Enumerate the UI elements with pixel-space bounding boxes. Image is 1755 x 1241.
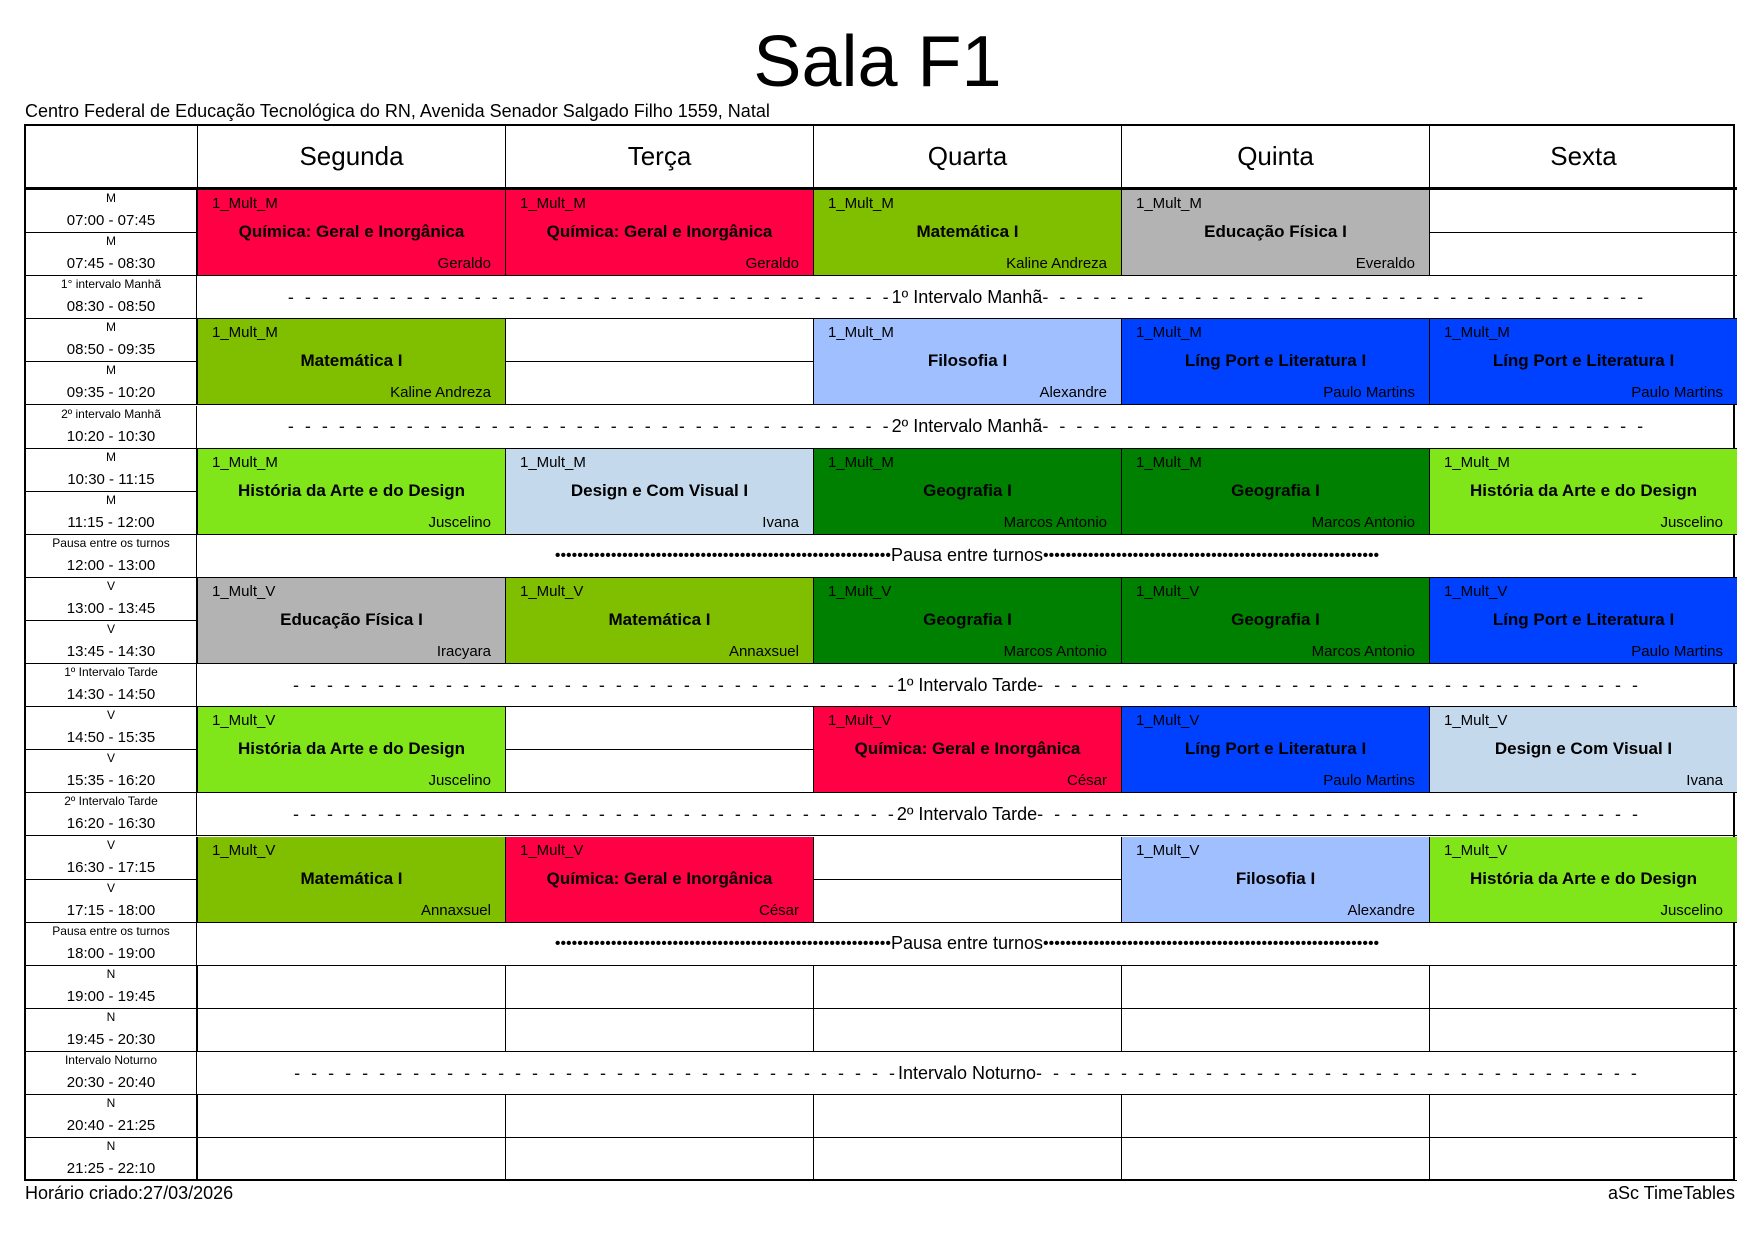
time-slot [26, 1095, 197, 1138]
break-label: 1º Intervalo Manhã [891, 286, 1043, 307]
time-slot [26, 578, 197, 621]
timetable-grid [24, 124, 1735, 1181]
empty-slot[interactable] [1121, 966, 1429, 1009]
lesson-group: 1_Mult_M [1136, 195, 1202, 212]
empty-slot[interactable] [1429, 233, 1737, 276]
institution-address: Centro Federal de Educação Tecnológica do RN, Avenida Senador Salgado Filho 1559, Natal [25, 101, 770, 121]
empty-slot[interactable] [505, 1138, 813, 1181]
lesson-card[interactable] [1429, 449, 1737, 535]
lesson-group: 1_Mult_M [1444, 324, 1510, 342]
lesson-subject: Matemática I [608, 609, 711, 629]
lesson-subject: Design e Com Visual I [570, 480, 749, 500]
lesson-group: 1_Mult_V [212, 712, 276, 730]
empty-slot[interactable] [505, 1009, 813, 1052]
time-slot-range: 13:00 - 13:45 [66, 599, 156, 617]
time-slot [26, 276, 197, 319]
lesson-group: 1_Mult_V [520, 841, 584, 859]
day-header-4: Sexta [1429, 126, 1737, 190]
time-slot [26, 492, 197, 535]
lesson-card[interactable] [1121, 319, 1429, 405]
time-slot [26, 449, 197, 492]
lesson-group: 1_Mult_V [828, 712, 892, 730]
time-slot-label: M [106, 191, 116, 205]
lesson-teacher: Juscelino [428, 772, 491, 790]
lesson-teacher: Alexandre [1039, 384, 1107, 402]
time-slot-range: 10:20 - 10:30 [66, 427, 156, 445]
empty-slot[interactable] [813, 1009, 1121, 1052]
empty-slot[interactable] [505, 966, 813, 1009]
empty-slot[interactable] [505, 319, 813, 362]
lesson-group: 1_Mult_V [212, 841, 276, 859]
time-slot-label: N [106, 966, 116, 981]
lesson-card[interactable] [1429, 319, 1737, 405]
lesson-teacher: Geraldo [745, 255, 799, 273]
lesson-card[interactable] [505, 578, 813, 664]
time-slot-range: 07:45 - 08:30 [66, 255, 156, 273]
software-credit: aSc TimeTables [1607, 1183, 1735, 1203]
break-row: - - - - - - - - - - - - - - - - - - - - - - - - - - - - - - - - - - - - 1º Intervalo Manhã - - - - - - - - - - - - - - - - - - - - - - - - - - - - - - - - - - - - [197, 276, 1737, 319]
time-slot [26, 1052, 197, 1095]
empty-slot[interactable] [505, 1095, 813, 1138]
lesson-card[interactable] [813, 319, 1121, 405]
lesson-card[interactable] [1121, 449, 1429, 535]
time-slot [26, 190, 197, 233]
day-header-1: Terça [505, 126, 813, 190]
lesson-subject: História da Arte e do Design [237, 480, 466, 500]
lesson-card[interactable] [505, 449, 813, 535]
time-slot-range: 21:25 - 22:10 [66, 1160, 156, 1178]
time-slot-label: M [106, 234, 116, 249]
lesson-subject: Matemática I [300, 351, 403, 371]
time-slot [26, 233, 197, 276]
lesson-subject: Geografia I [1231, 480, 1320, 500]
time-slot-label: V [106, 880, 115, 895]
time-slot-range: 17:15 - 18:00 [66, 901, 156, 919]
lesson-subject: História da Arte e do Design [1469, 480, 1698, 500]
lesson-group: 1_Mult_M [520, 453, 586, 471]
time-slot-label: Pausa entre os turnos [52, 535, 170, 550]
time-slot-label: N [106, 1139, 116, 1154]
lesson-teacher: Paulo Martins [1323, 384, 1415, 402]
empty-slot[interactable] [1429, 1009, 1737, 1052]
lesson-group: 1_Mult_V [828, 582, 892, 600]
time-slot-label: V [106, 578, 115, 593]
lesson-group: 1_Mult_M [520, 195, 586, 212]
time-slot-label: 1º Intervalo Tarde [64, 665, 158, 680]
lesson-group: 1_Mult_V [212, 582, 276, 600]
break-label: Pausa entre turnos [890, 545, 1044, 566]
day-header-2: Quarta [813, 126, 1121, 190]
lesson-subject: Química: Geral e Inorgânica [546, 868, 773, 888]
lesson-subject: Líng Port e Literatura I [1492, 351, 1675, 371]
time-slot-label: M [106, 492, 116, 507]
lesson-card[interactable] [505, 837, 813, 923]
time-slot-range: 20:30 - 20:40 [66, 1074, 156, 1092]
lesson-subject: História da Arte e do Design [1469, 868, 1698, 888]
lesson-subject: Química: Geral e Inorgânica [238, 222, 465, 241]
empty-slot[interactable] [1121, 1095, 1429, 1138]
lesson-teacher: Marcos Antonio [1311, 513, 1415, 531]
time-slot-range: 12:00 - 13:00 [66, 556, 156, 574]
empty-slot[interactable] [505, 750, 813, 793]
lesson-group: 1_Mult_V [1136, 582, 1200, 600]
lesson-card[interactable] [813, 449, 1121, 535]
empty-slot[interactable] [813, 880, 1121, 923]
lesson-card[interactable] [197, 707, 505, 793]
time-slot [26, 406, 197, 449]
lesson-group: 1_Mult_V [1444, 841, 1508, 859]
empty-slot[interactable] [505, 362, 813, 405]
lesson-group: 1_Mult_V [520, 582, 584, 600]
lesson-card[interactable] [1429, 578, 1737, 664]
empty-slot[interactable] [813, 1095, 1121, 1138]
time-slot-range: 19:45 - 20:30 [66, 1030, 156, 1048]
break-label: 2º Intervalo Tarde [896, 803, 1038, 824]
break-label: 1º Intervalo Tarde [896, 674, 1038, 695]
empty-slot[interactable] [1429, 190, 1737, 233]
empty-slot[interactable] [1429, 1138, 1737, 1181]
time-slot [26, 923, 197, 966]
lesson-teacher: Everaldo [1355, 255, 1415, 273]
lesson-teacher: Marcos Antonio [1003, 643, 1107, 661]
lesson-group: 1_Mult_V [1444, 582, 1508, 600]
break-row: - - - - - - - - - - - - - - - - - - - - - - - - - - - - - - - - - - - - 2º Intervalo Tarde - - - - - - - - - - - - - - - - - - - - - - - - - - - - - - - - - - - - [197, 793, 1737, 836]
lesson-group: 1_Mult_M [212, 195, 278, 212]
lesson-card[interactable] [197, 449, 505, 535]
time-slot-label: M [106, 449, 116, 464]
lesson-group: 1_Mult_M [828, 324, 894, 342]
lesson-teacher: Juscelino [1660, 513, 1723, 531]
lesson-group: 1_Mult_M [212, 453, 278, 471]
lesson-group: 1_Mult_M [1136, 324, 1202, 342]
lesson-subject: Geografia I [923, 609, 1012, 629]
time-slot-label: N [106, 1096, 116, 1111]
break-row: •••••••••••••••••••••••••••••••••••••••••••••••••••••••••••• Pausa entre turnos •••••••••••••••••••••••••••••••••••••••••••••••••••••••••••• [197, 923, 1737, 966]
time-slot-range: 14:50 - 15:35 [66, 729, 156, 747]
time-slot-label: Intervalo Noturno [64, 1053, 158, 1067]
lesson-subject: Química: Geral e Inorgânica [854, 739, 1081, 759]
break-row: - - - - - - - - - - - - - - - - - - - - - - - - - - - - - - - - - - - - Intervalo Noturno - - - - - - - - - - - - - - - - - - - - - - - - - - - - - - - - - - - - [197, 1052, 1737, 1095]
lesson-group: 1_Mult_V [1136, 841, 1200, 859]
lesson-teacher: Geraldo [437, 255, 491, 273]
lesson-subject: Educação Física I [1204, 222, 1347, 241]
time-slot-label: V [106, 708, 115, 723]
lesson-teacher: César [1066, 772, 1107, 790]
lesson-teacher: César [758, 901, 799, 919]
lesson-subject: Educação Física I [280, 609, 423, 629]
lesson-card[interactable] [197, 190, 505, 276]
time-slot-range: 10:30 - 11:15 [67, 470, 155, 488]
lesson-subject: Líng Port e Literatura I [1184, 739, 1367, 759]
time-slot-label: N [106, 1009, 116, 1024]
time-slot-range: 19:00 - 19:45 [66, 987, 156, 1005]
break-row: - - - - - - - - - - - - - - - - - - - - - - - - - - - - - - - - - - - - 1º Intervalo Tarde - - - - - - - - - - - - - - - - - - - - - - - - - - - - - - - - - - - - [197, 664, 1737, 707]
time-slot-range: 11:15 - 12:00 [67, 513, 155, 531]
lesson-teacher: Kaline Andreza [1006, 255, 1107, 273]
time-slot-range: 08:30 - 08:50 [66, 298, 156, 316]
time-slot [26, 1138, 197, 1181]
lesson-group: 1_Mult_V [1444, 712, 1508, 730]
lesson-card[interactable] [1121, 837, 1429, 923]
lesson-subject: Filosofia I [1235, 868, 1316, 888]
time-slot [26, 793, 197, 836]
time-slot-range: 18:00 - 19:00 [66, 944, 156, 962]
lesson-group: 1_Mult_M [1444, 453, 1510, 471]
time-slot-range: 15:35 - 16:20 [66, 772, 156, 790]
time-slot-label: M [106, 320, 116, 335]
empty-slot[interactable] [1121, 1138, 1429, 1181]
lesson-group: 1_Mult_V [1136, 712, 1200, 730]
time-slot-range: 09:35 - 10:20 [66, 384, 156, 402]
lesson-subject: Geografia I [923, 480, 1012, 500]
lesson-subject: Matemática I [300, 868, 403, 888]
lesson-group: 1_Mult_M [828, 453, 894, 471]
lesson-card[interactable] [813, 190, 1121, 276]
lesson-subject: Design e Com Visual I [1494, 739, 1673, 759]
lesson-teacher: Paulo Martins [1631, 384, 1723, 402]
lesson-subject: Líng Port e Literatura I [1184, 351, 1367, 371]
lesson-teacher: Paulo Martins [1323, 772, 1415, 790]
time-slot-range: 16:20 - 16:30 [66, 815, 156, 833]
empty-slot[interactable] [1121, 1009, 1429, 1052]
empty-slot[interactable] [1429, 1095, 1737, 1138]
lesson-card[interactable] [505, 190, 813, 276]
time-slot [26, 1009, 197, 1052]
time-slot-range: 07:00 - 07:45 [66, 212, 156, 230]
lesson-subject: Filosofia I [927, 351, 1008, 371]
empty-slot[interactable] [813, 1138, 1121, 1181]
lesson-teacher: Juscelino [428, 513, 491, 531]
lesson-teacher: Annaxsuel [420, 901, 491, 919]
lesson-teacher: Marcos Antonio [1003, 513, 1107, 531]
break-label: 2º Intervalo Manhã [891, 416, 1043, 437]
time-slot [26, 535, 197, 578]
lesson-card[interactable] [1121, 190, 1429, 276]
time-slot [26, 966, 197, 1009]
time-slot-label: 2º intervalo Manhã [61, 406, 161, 421]
lesson-teacher: Alexandre [1347, 901, 1415, 919]
time-slot-label: M [106, 363, 116, 378]
break-label: Intervalo Noturno [897, 1062, 1037, 1083]
header-corner [26, 126, 197, 190]
break-label: Pausa entre turnos [890, 933, 1044, 954]
time-slot [26, 750, 197, 793]
time-slot-label: V [106, 837, 115, 852]
page-title: Sala F1 [753, 22, 1002, 102]
time-slot [26, 362, 197, 405]
empty-slot[interactable] [197, 966, 505, 1009]
day-header-0: Segunda [197, 126, 505, 190]
lesson-card[interactable] [1121, 707, 1429, 793]
time-slot [26, 707, 197, 750]
lesson-card[interactable] [197, 837, 505, 923]
time-slot-label: V [106, 622, 115, 636]
lesson-card[interactable] [1429, 707, 1737, 793]
lesson-group: 1_Mult_M [828, 195, 894, 212]
lesson-card[interactable] [197, 578, 505, 664]
day-header-3: Quinta [1121, 126, 1429, 190]
lesson-teacher: Paulo Martins [1631, 643, 1723, 661]
lesson-card[interactable] [813, 707, 1121, 793]
time-slot-label: 1° intervalo Manhã [60, 277, 162, 292]
lesson-teacher: Juscelino [1660, 901, 1723, 919]
break-row: •••••••••••••••••••••••••••••••••••••••••••••••••••••••••••• Pausa entre turnos •••••••••••••••••••••••••••••••••••••••••••••••••••••••••••• [197, 535, 1737, 578]
created-date: Horário criado:27/03/2026 [25, 1183, 234, 1203]
empty-slot[interactable] [197, 1138, 505, 1181]
lesson-subject: História da Arte e do Design [237, 739, 466, 759]
lesson-subject: Química: Geral e Inorgânica [546, 222, 773, 241]
time-slot [26, 880, 197, 923]
empty-slot[interactable] [197, 1009, 505, 1052]
empty-slot[interactable] [197, 1095, 505, 1138]
lesson-group: 1_Mult_M [1136, 453, 1202, 471]
time-slot-range: 20:40 - 21:25 [66, 1117, 156, 1135]
lesson-subject: Líng Port e Literatura I [1492, 609, 1675, 629]
lesson-card[interactable] [813, 578, 1121, 664]
lesson-teacher: Ivana [1686, 772, 1723, 790]
time-slot [26, 319, 197, 362]
lesson-card[interactable] [1429, 837, 1737, 923]
lesson-card[interactable] [197, 319, 505, 405]
time-slot-range: 16:30 - 17:15 [66, 858, 156, 876]
empty-slot[interactable] [813, 966, 1121, 1009]
time-slot-label: V [106, 751, 115, 766]
time-slot [26, 664, 197, 707]
lesson-teacher: Annaxsuel [728, 643, 799, 661]
empty-slot[interactable] [505, 707, 813, 750]
lesson-teacher: Iracyara [436, 643, 491, 661]
lesson-subject: Geografia I [1231, 609, 1320, 629]
empty-slot[interactable] [1429, 966, 1737, 1009]
time-slot-range: 08:50 - 09:35 [66, 341, 156, 359]
time-slot-label: 2º Intervalo Tarde [64, 794, 158, 809]
break-row: - - - - - - - - - - - - - - - - - - - - - - - - - - - - - - - - - - - - 2º Intervalo Manhã - - - - - - - - - - - - - - - - - - - - - - - - - - - - - - - - - - - - [197, 406, 1737, 449]
time-slot-label: Pausa entre os turnos [52, 923, 170, 938]
lesson-card[interactable] [1121, 578, 1429, 664]
lesson-teacher: Ivana [762, 513, 799, 531]
time-slot-range: 13:45 - 14:30 [66, 643, 156, 661]
lesson-subject: Matemática I [916, 222, 1019, 241]
time-slot [26, 621, 197, 664]
time-slot [26, 837, 197, 880]
lesson-group: 1_Mult_M [212, 324, 278, 342]
time-slot-range: 14:30 - 14:50 [66, 686, 156, 704]
lesson-teacher: Marcos Antonio [1311, 643, 1415, 661]
empty-slot[interactable] [813, 837, 1121, 880]
lesson-teacher: Kaline Andreza [390, 384, 491, 402]
